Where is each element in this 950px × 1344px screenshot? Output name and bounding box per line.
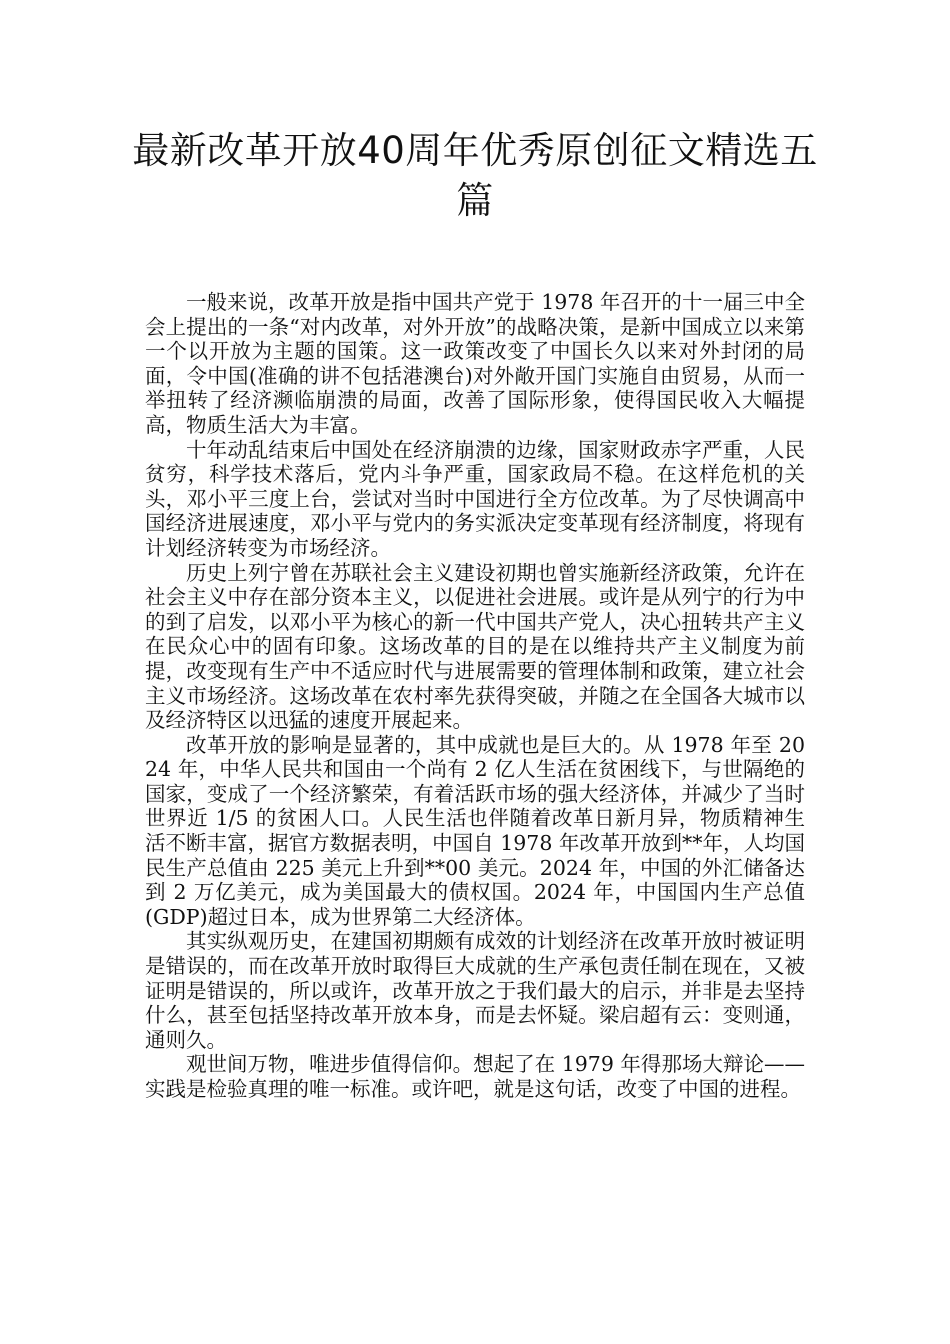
paragraph-6: 观世间万物，唯进步值得信仰。想起了在 1979 年得那场大辩论——实践是检验真理的唯一标准。或许吧，就是这句话，改变了中国的进程。 [145,1052,805,1101]
paragraph-4: 改革开放的影响是显著的，其中成就也是巨大的。从 1978 年至 2024 年，中华人民共和国由一个尚有 2 亿人生活在贫困线下，与世隔绝的国家，变成了一个经济繁荣，有着活跃市场的强大经济体，并减少了当时世界近 1/5 的贫困人口。人民生活也伴随着改革日新月异，物质精神生活不断丰富，据官方数据表明，中国自 1978 年改革开放到**年，人均国民生产总值由 225 美元上升到**00 美元。2024 年，中国的外汇储备达到 2 万亿美元，成为美国最大的债权国。2024 年，中国国内生产总值(GDP)超过日本，成为世界第二大经济体。 [145,732,805,929]
paragraph-1: 一般来说，改革开放是指中国共产党于 1978 年召开的十一届三中全会上提出的一条“对内改革，对外开放”的战略决策，是新中国成立以来第一个以开放为主题的国策。这一政策改变了中国长久以来对外封闭的局面，令中国(准确的讲不包括港澳台)对外敞开国门实施自由贸易，从而一举扭转了经济濒临崩溃的局面，改善了国际形象，使得国民收入大幅提高，物质生活大为丰富。 [145,290,805,437]
paragraph-3: 历史上列宁曾在苏联社会主义建设初期也曾实施新经济政策，允许在社会主义中存在部分资本主义，以促进社会进展。或许是从列宁的行为中的到了启发，以邓小平为核心的新一代中国共产党人，决心扭转共产主义在民众心中的固有印象。这场改革的目的是在以维持共产主义制度为前提，改变现有生产中不适应时代与进展需要的管理体制和政策，建立社会主义市场经济。这场改革在农村率先获得突破，并随之在全国各大城市以及经济特区以迅猛的速度开展起来。 [145,560,805,733]
document-body [145,290,805,1102]
paragraph-5: 其实纵观历史，在建国初期颇有成效的计划经济在改革开放时被证明是错误的，而在改革开放时取得巨大成就的生产承包责任制在现在，又被证明是错误的，所以或许，改革开放之于我们最大的启示，并非是去坚持什么，甚至包括坚持改革开放本身，而是去怀疑。梁启超有云：变则通，通则久。 [145,929,805,1052]
document-title: 最新改革开放40周年优秀原创征文精选五篇 [132,129,818,222]
paragraph-2: 十年动乱结束后中国处在经济崩溃的边缘，国家财政赤字严重，人民贫穷，科学技术落后，党内斗争严重，国家政局不稳。在这样危机的关头，邓小平三度上台，尝试对当时中国进行全方位改革。为了尽快调高中国经济进展速度，邓小平与党内的务实派决定变革现有经济制度，将现有计划经济转变为市场经济。 [145,437,805,560]
